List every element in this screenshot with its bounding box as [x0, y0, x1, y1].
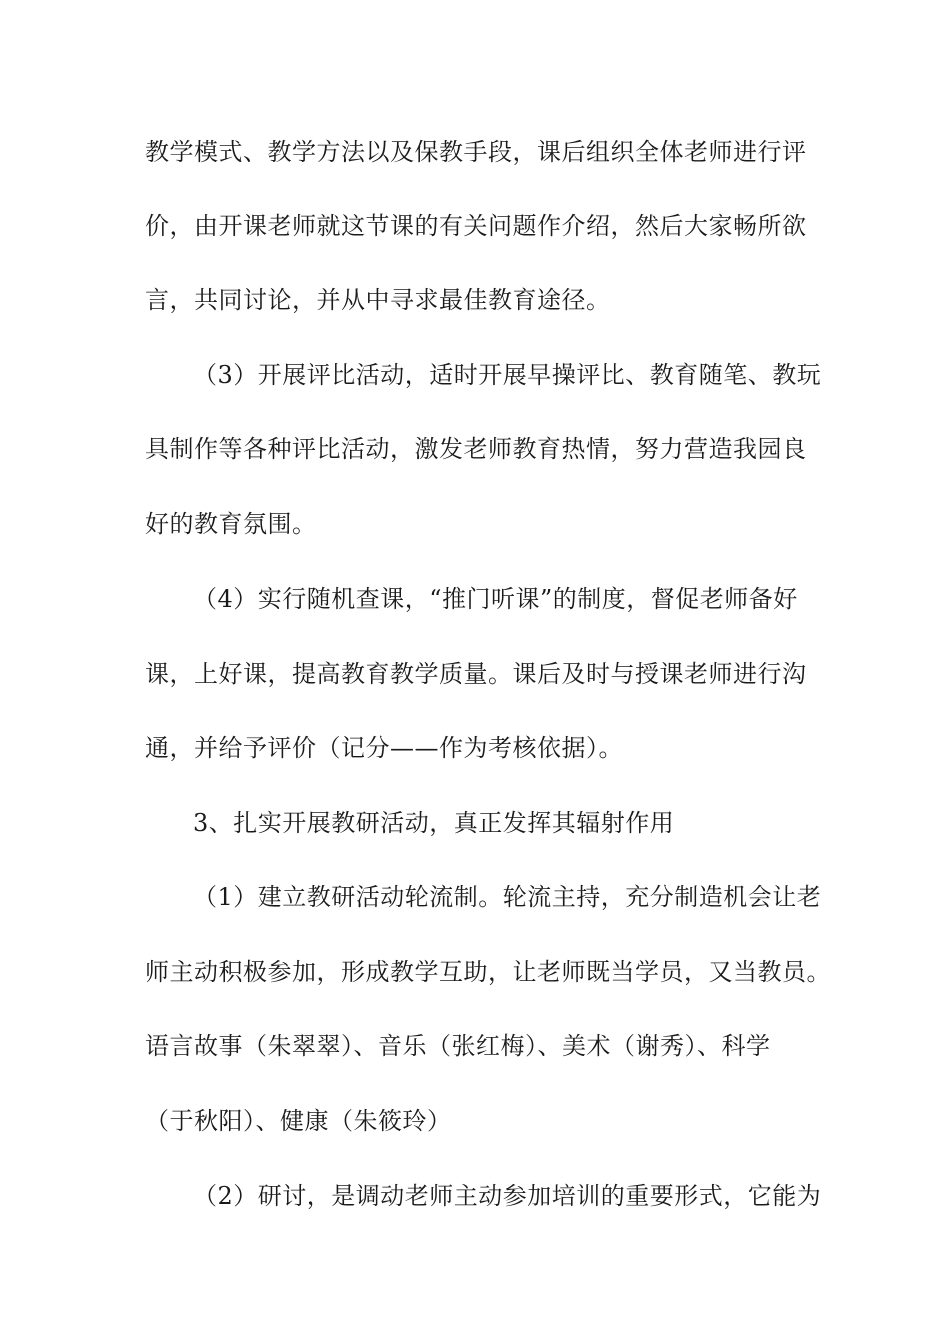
- text-line: 具制作等各种评比活动，激发老师教育热情，努力营造我园良: [145, 435, 807, 463]
- text-line: 语言故事（朱翠翠）、音乐（张红梅）、美术（谢秀）、科学: [145, 1032, 771, 1060]
- text-line: 教学模式、教学方法以及保教手段，课后组织全体老师进行评: [145, 138, 807, 166]
- paragraph-start-line: （2）研讨，是调动老师主动参加培训的重要形式，它能为: [193, 1182, 822, 1210]
- text-line: （于秋阳）、健康（朱筱玲）: [145, 1107, 452, 1135]
- text-line: 好的教育氛围。: [145, 510, 317, 538]
- text-line: 通，并给予评价（记分——作为考核依据）。: [145, 734, 623, 762]
- paragraph-start-line: （4）实行随机查课，“推门听课”的制度，督促老师备好: [193, 585, 798, 613]
- text-line: 价，由开课老师就这节课的有关问题作介绍，然后大家畅所欲: [145, 212, 807, 240]
- text-line: 课，上好课，提高教育教学质量。课后及时与授课老师进行沟: [145, 660, 807, 688]
- section-heading: 3、扎实开展教研活动，真正发挥其辐射作用: [193, 809, 675, 837]
- paragraph-start-line: （3）开展评比活动，适时开展早操评比、教育随笔、教玩: [193, 361, 822, 389]
- paragraph-start-line: （1）建立教研活动轮流制。轮流主持，充分制造机会让老: [193, 883, 822, 911]
- text-line: 师主动积极参加，形成教学互助，让老师既当学员，又当教员。: [145, 958, 831, 986]
- text-line: 言，共同讨论，并从中寻求最佳教育途径。: [145, 286, 611, 314]
